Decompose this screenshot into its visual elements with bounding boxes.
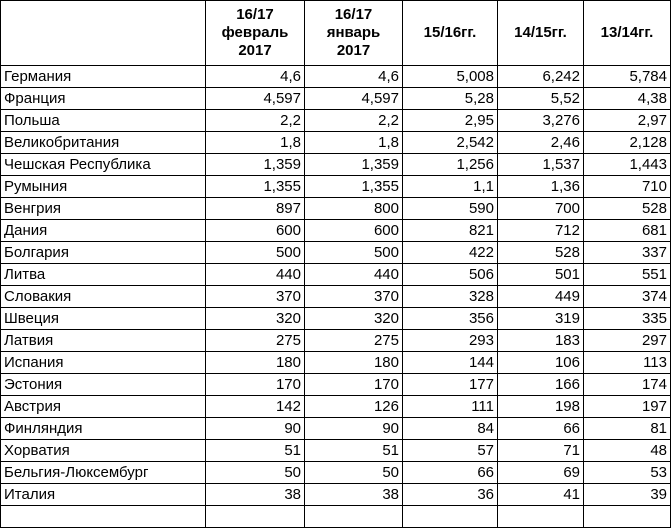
country-cell: Италия [1,484,206,506]
value-cell-jan2017: 126 [305,396,403,418]
value-cell-y1314: 374 [584,286,671,308]
country-cell: Дания [1,220,206,242]
country-cell: Испания [1,352,206,374]
value-cell-y1415: 1,537 [498,154,584,176]
value-cell-y1314: 710 [584,176,671,198]
value-cell-y1415: 2,46 [498,132,584,154]
header-cell-country [1,1,206,66]
value-cell-y1516: 1,256 [403,154,498,176]
header-row [1,1,671,66]
value-cell-y1415: 69 [498,462,584,484]
value-cell-y1314: 113 [584,352,671,374]
country-cell: Эстония [1,374,206,396]
empty-cell [1,506,206,528]
value-cell-y1415: 319 [498,308,584,330]
value-cell-y1516: 5,008 [403,66,498,88]
table-row [1,330,671,352]
value-cell-y1314: 335 [584,308,671,330]
header-cell-jan2017: 16/17 январь 2017 [305,1,403,66]
value-cell-jan2017: 500 [305,242,403,264]
value-cell-y1314: 2,128 [584,132,671,154]
table-row [1,396,671,418]
value-cell-jan2017: 1,359 [305,154,403,176]
header-cell-feb2017: 16/17 февраль 2017 [206,1,305,66]
value-cell-jan2017: 2,2 [305,110,403,132]
value-cell-feb2017: 51 [206,440,305,462]
value-cell-feb2017: 142 [206,396,305,418]
table-body [1,66,671,528]
value-cell-y1415: 41 [498,484,584,506]
country-cell: Чешская Республика [1,154,206,176]
table-row [1,242,671,264]
country-cell: Бельгия-Люксембург [1,462,206,484]
table-row [1,440,671,462]
empty-row [1,506,671,528]
empty-cell [206,506,305,528]
country-cell: Хорватия [1,440,206,462]
value-cell-jan2017: 4,597 [305,88,403,110]
value-cell-y1516: 293 [403,330,498,352]
value-cell-jan2017: 600 [305,220,403,242]
country-cell: Великобритания [1,132,206,154]
value-cell-y1314: 81 [584,418,671,440]
country-cell: Венгрия [1,198,206,220]
value-cell-y1314: 1,443 [584,154,671,176]
value-cell-y1516: 177 [403,374,498,396]
value-cell-y1415: 106 [498,352,584,374]
value-cell-jan2017: 440 [305,264,403,286]
header-cell-y1314: 13/14гг. [584,1,671,66]
value-cell-y1415: 528 [498,242,584,264]
table-row [1,462,671,484]
value-cell-y1415: 3,276 [498,110,584,132]
table-row [1,264,671,286]
value-cell-jan2017: 1,355 [305,176,403,198]
value-cell-feb2017: 38 [206,484,305,506]
value-cell-y1516: 2,95 [403,110,498,132]
value-cell-y1415: 6,242 [498,66,584,88]
value-cell-y1516: 66 [403,462,498,484]
value-cell-feb2017: 90 [206,418,305,440]
country-cell: Швеция [1,308,206,330]
value-cell-y1516: 111 [403,396,498,418]
table-row [1,88,671,110]
country-cell: Франция [1,88,206,110]
value-cell-feb2017: 897 [206,198,305,220]
value-cell-y1516: 84 [403,418,498,440]
value-cell-y1314: 297 [584,330,671,352]
table-row [1,418,671,440]
value-cell-y1314: 48 [584,440,671,462]
value-cell-feb2017: 500 [206,242,305,264]
value-cell-jan2017: 320 [305,308,403,330]
value-cell-y1314: 53 [584,462,671,484]
value-cell-y1516: 57 [403,440,498,462]
empty-cell [305,506,403,528]
value-cell-jan2017: 4,6 [305,66,403,88]
value-cell-y1516: 36 [403,484,498,506]
value-cell-jan2017: 38 [305,484,403,506]
value-cell-y1314: 4,38 [584,88,671,110]
empty-cell [403,506,498,528]
empty-cell [498,506,584,528]
value-cell-feb2017: 320 [206,308,305,330]
country-cell: Словакия [1,286,206,308]
value-cell-y1516: 2,542 [403,132,498,154]
value-cell-y1314: 2,97 [584,110,671,132]
value-cell-feb2017: 600 [206,220,305,242]
value-cell-feb2017: 180 [206,352,305,374]
value-cell-feb2017: 1,359 [206,154,305,176]
value-cell-feb2017: 1,355 [206,176,305,198]
value-cell-y1314: 197 [584,396,671,418]
table-row [1,132,671,154]
value-cell-feb2017: 2,2 [206,110,305,132]
table-row [1,176,671,198]
table-row [1,110,671,132]
value-cell-y1516: 5,28 [403,88,498,110]
value-cell-jan2017: 180 [305,352,403,374]
country-cell: Латвия [1,330,206,352]
country-cell: Литва [1,264,206,286]
value-cell-y1516: 328 [403,286,498,308]
value-cell-feb2017: 4,597 [206,88,305,110]
table-row [1,66,671,88]
value-cell-y1415: 449 [498,286,584,308]
value-cell-y1516: 356 [403,308,498,330]
value-cell-y1415: 712 [498,220,584,242]
header-cell-y1415: 14/15гг. [498,1,584,66]
value-cell-jan2017: 275 [305,330,403,352]
value-cell-y1516: 422 [403,242,498,264]
empty-cell [584,506,671,528]
value-cell-y1415: 700 [498,198,584,220]
country-cell: Германия [1,66,206,88]
value-cell-feb2017: 50 [206,462,305,484]
table-row [1,286,671,308]
value-cell-y1314: 528 [584,198,671,220]
table-row [1,308,671,330]
value-cell-feb2017: 1,8 [206,132,305,154]
table-row [1,484,671,506]
value-cell-y1314: 551 [584,264,671,286]
country-cell: Финляндия [1,418,206,440]
table-row [1,352,671,374]
value-cell-y1516: 144 [403,352,498,374]
value-cell-feb2017: 170 [206,374,305,396]
country-cell: Австрия [1,396,206,418]
value-cell-y1415: 183 [498,330,584,352]
table-row [1,198,671,220]
header-cell-y1516: 15/16гг. [403,1,498,66]
country-cell: Болгария [1,242,206,264]
table-row [1,220,671,242]
value-cell-jan2017: 170 [305,374,403,396]
value-cell-feb2017: 275 [206,330,305,352]
value-cell-feb2017: 370 [206,286,305,308]
value-cell-y1516: 821 [403,220,498,242]
value-cell-feb2017: 4,6 [206,66,305,88]
value-cell-feb2017: 440 [206,264,305,286]
value-cell-y1415: 66 [498,418,584,440]
value-cell-jan2017: 1,8 [305,132,403,154]
value-cell-y1415: 166 [498,374,584,396]
value-cell-y1516: 1,1 [403,176,498,198]
value-cell-jan2017: 90 [305,418,403,440]
value-cell-y1415: 198 [498,396,584,418]
value-cell-y1314: 681 [584,220,671,242]
value-cell-y1314: 5,784 [584,66,671,88]
value-cell-y1415: 71 [498,440,584,462]
value-cell-y1415: 501 [498,264,584,286]
country-cell: Румыния [1,176,206,198]
value-cell-y1314: 337 [584,242,671,264]
country-cell: Польша [1,110,206,132]
value-cell-y1314: 39 [584,484,671,506]
value-cell-y1516: 590 [403,198,498,220]
value-cell-y1516: 506 [403,264,498,286]
value-cell-y1415: 5,52 [498,88,584,110]
table-row [1,154,671,176]
value-cell-jan2017: 50 [305,462,403,484]
value-cell-jan2017: 370 [305,286,403,308]
value-cell-jan2017: 51 [305,440,403,462]
value-cell-y1415: 1,36 [498,176,584,198]
table-row [1,374,671,396]
value-cell-y1314: 174 [584,374,671,396]
value-cell-jan2017: 800 [305,198,403,220]
